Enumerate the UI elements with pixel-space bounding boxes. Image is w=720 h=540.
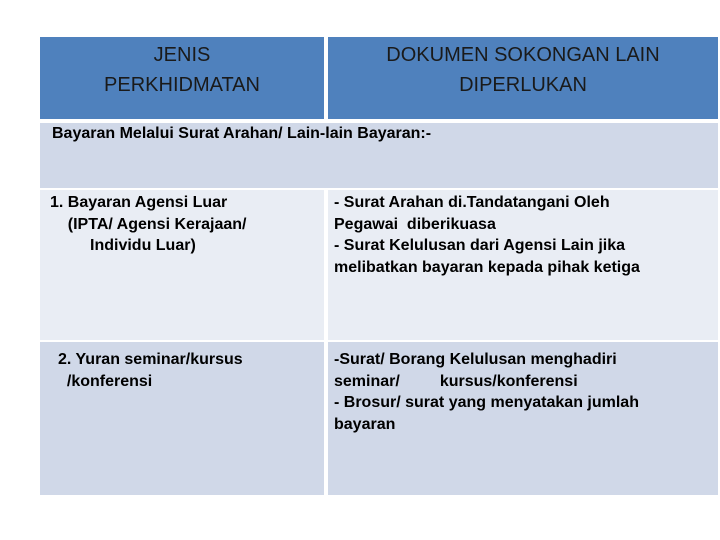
table-row-1-documents	[328, 190, 718, 340]
row1-doc-line3: - Surat Kelulusan dari Agensi Lain jika	[334, 237, 626, 254]
header-cell-documents	[328, 37, 718, 119]
row2-doc-line2: seminar/ kursus/konferensi	[334, 372, 578, 390]
row-divider	[40, 340, 718, 342]
row1-service-line3: Individu Luar)	[50, 237, 196, 254]
section-title-row	[40, 121, 718, 188]
header-service-type-line1: JENIS	[153, 44, 211, 66]
row2-service-line2: /konferensi	[58, 372, 153, 390]
row1-service-line1: 1. Bayaran Agensi Luar	[50, 194, 228, 211]
table-row-2-service	[40, 342, 326, 495]
header-documents-line2: DIPERLUKAN	[459, 74, 587, 96]
table-row-1-service	[40, 190, 326, 340]
row1-doc-line1: - Surat Arahan di.Tandatangani Oleh	[334, 194, 610, 211]
table-row-2-documents	[328, 342, 718, 495]
row2-service-line1: 2. Yuran seminar/kursus	[58, 351, 243, 368]
row1-doc-line4: melibatkan bayaran kepada pihak ketiga	[334, 258, 640, 276]
header-cell-service-type	[40, 37, 326, 119]
header-documents-line1: DOKUMEN SOKONGAN LAIN	[386, 44, 660, 66]
row2-doc-line3: - Brosur/ surat yang menyatakan jumlah	[334, 394, 639, 411]
row2-doc-line1: -Surat/ Borang Kelulusan menghadiri	[334, 351, 617, 368]
header-service-type-line2: PERKHIDMATAN	[104, 74, 260, 96]
row1-service-line2: (IPTA/ Agensi Kerajaan/	[50, 215, 247, 233]
row2-doc-line4: bayaran	[334, 415, 396, 433]
row-divider	[40, 188, 718, 190]
section-title: Bayaran Melalui Surat Arahan/ Lain-lain Bayaran:-	[52, 125, 432, 142]
services-table	[40, 37, 718, 495]
row1-doc-line2: Pegawai diberikuasa	[334, 215, 496, 233]
